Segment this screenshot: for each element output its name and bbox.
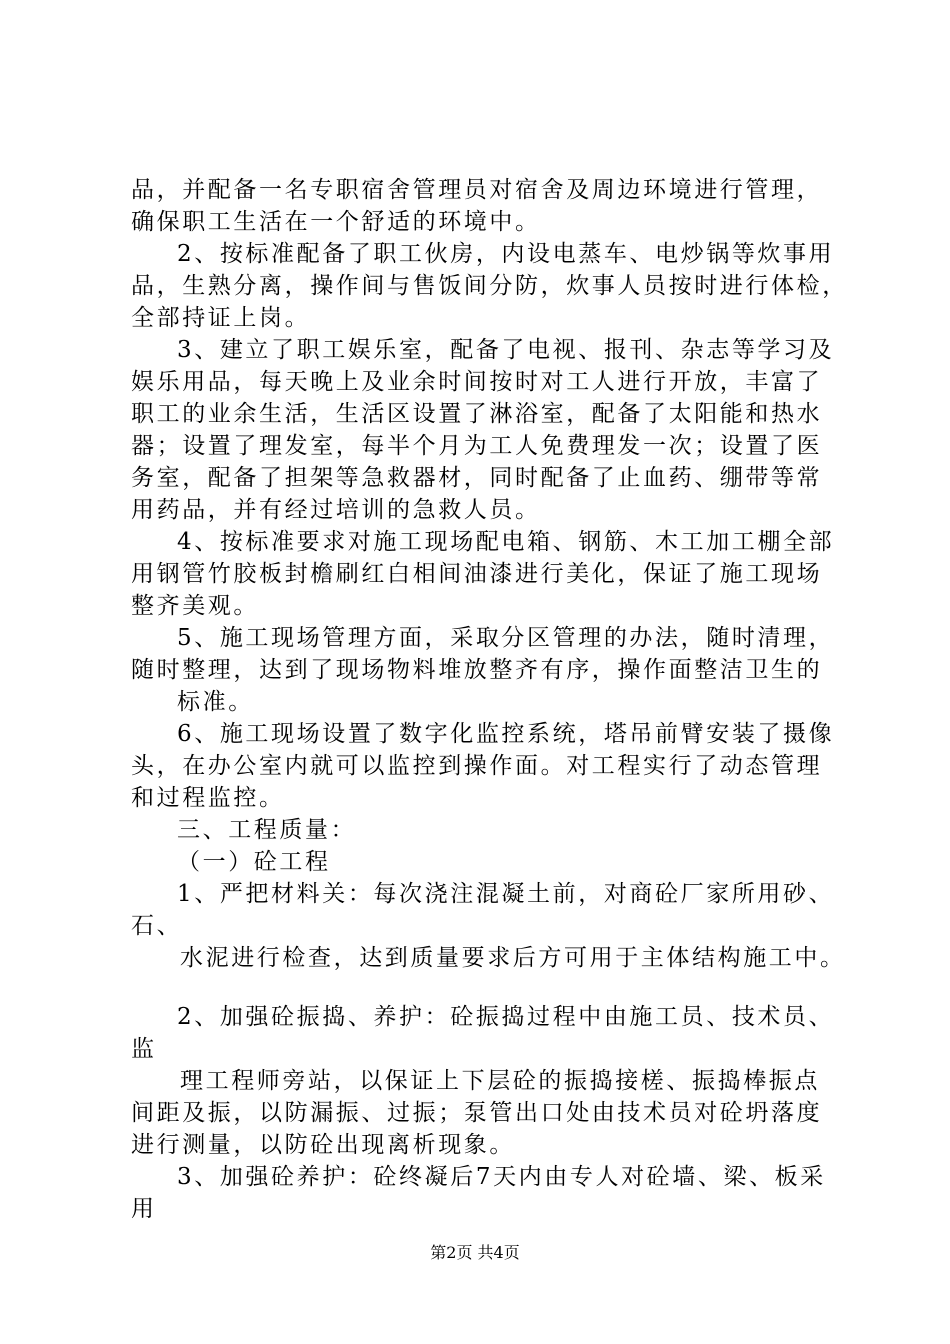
paragraph-3-start: 3、建立了职工娱乐室，配备了电视、报刊、杂志等学习及 <box>177 337 835 363</box>
paragraph-2-start: 2、按标准配备了职工伙房，内设电蒸车、电炒锅等炊事用 <box>177 241 835 267</box>
text-line: 用 <box>131 1196 157 1222</box>
text-line: 进行测量，以防砼出现离析现象。 <box>131 1132 515 1158</box>
section-heading: 三、工程质量： <box>177 817 357 843</box>
text-line: 间距及振，以防漏振、过振；泵管出口处由技术员对砼坍落度 <box>131 1100 823 1126</box>
paragraph-6-start: 6、施工现场设置了数字化监控系统，塔吊前臂安装了摄像 <box>177 721 835 747</box>
text-line: 确保职工生活在一个舒适的环境中。 <box>131 209 541 235</box>
text-line: 品，生熟分离，操作间与售饭间分防，炊事人员按时进行体检， <box>131 273 848 299</box>
text-line: 监 <box>131 1036 157 1062</box>
text-line: 娱乐用品，每天晚上及业余时间按时对工人进行开放，丰富了 <box>131 369 823 395</box>
text-line: 头，在办公室内就可以监控到操作面。对工程实行了动态管理 <box>131 753 823 779</box>
text-line: 用药品，并有经过培训的急救人员。 <box>131 497 541 523</box>
page-number-footer: 第2页 共4页 <box>430 1243 520 1262</box>
text-line: 石、 <box>131 913 183 939</box>
text-line: 器；设置了理发室，每半个月为工人免费理发一次；设置了医 <box>131 433 823 459</box>
text-line: 用钢管竹胶板封檐刷红白相间油漆进行美化，保证了施工现场 <box>131 561 823 587</box>
paragraph-5-start: 5、施工现场管理方面，采取分区管理的办法，随时清理， <box>177 625 835 651</box>
text-line: 务室，配备了担架等急救器材，同时配备了止血药、绷带等常 <box>131 465 823 491</box>
text-line: 标准。 <box>177 689 254 715</box>
item-3-start: 3、加强砼养护：砼终凝后7天内由专人对砼墙、梁、板采 <box>177 1164 826 1190</box>
item-2-start: 2、加强砼振捣、养护：砼振捣过程中由施工员、技术员、 <box>177 1004 835 1030</box>
text-line: 水泥进行检查，达到质量要求后方可用于主体结构施工中。 <box>180 945 846 971</box>
text-line: 和过程监控。 <box>131 785 285 811</box>
subsection-heading: （一）砼工程 <box>177 849 331 875</box>
paragraph-4-start: 4、按标准要求对施工现场配电箱、钢筋、木工加工棚全部 <box>177 529 835 555</box>
text-line: 职工的业余生活，生活区设置了淋浴室，配备了太阳能和热水 <box>131 401 823 427</box>
item-1-start: 1、严把材料关：每次浇注混凝土前，对商砼厂家所用砂、 <box>177 881 835 907</box>
text-line: 理工程师旁站，以保证上下层砼的振捣接槎、振捣棒振点 <box>180 1068 820 1094</box>
text-line: 整齐美观。 <box>131 593 259 619</box>
text-line: 全部持证上岗。 <box>131 305 311 331</box>
text-line: 随时整理，达到了现场物料堆放整齐有序，操作面整洁卫生的 <box>131 657 823 683</box>
text-line: 品，并配备一名专职宿舍管理员对宿舍及周边环境进行管理， <box>131 177 823 203</box>
